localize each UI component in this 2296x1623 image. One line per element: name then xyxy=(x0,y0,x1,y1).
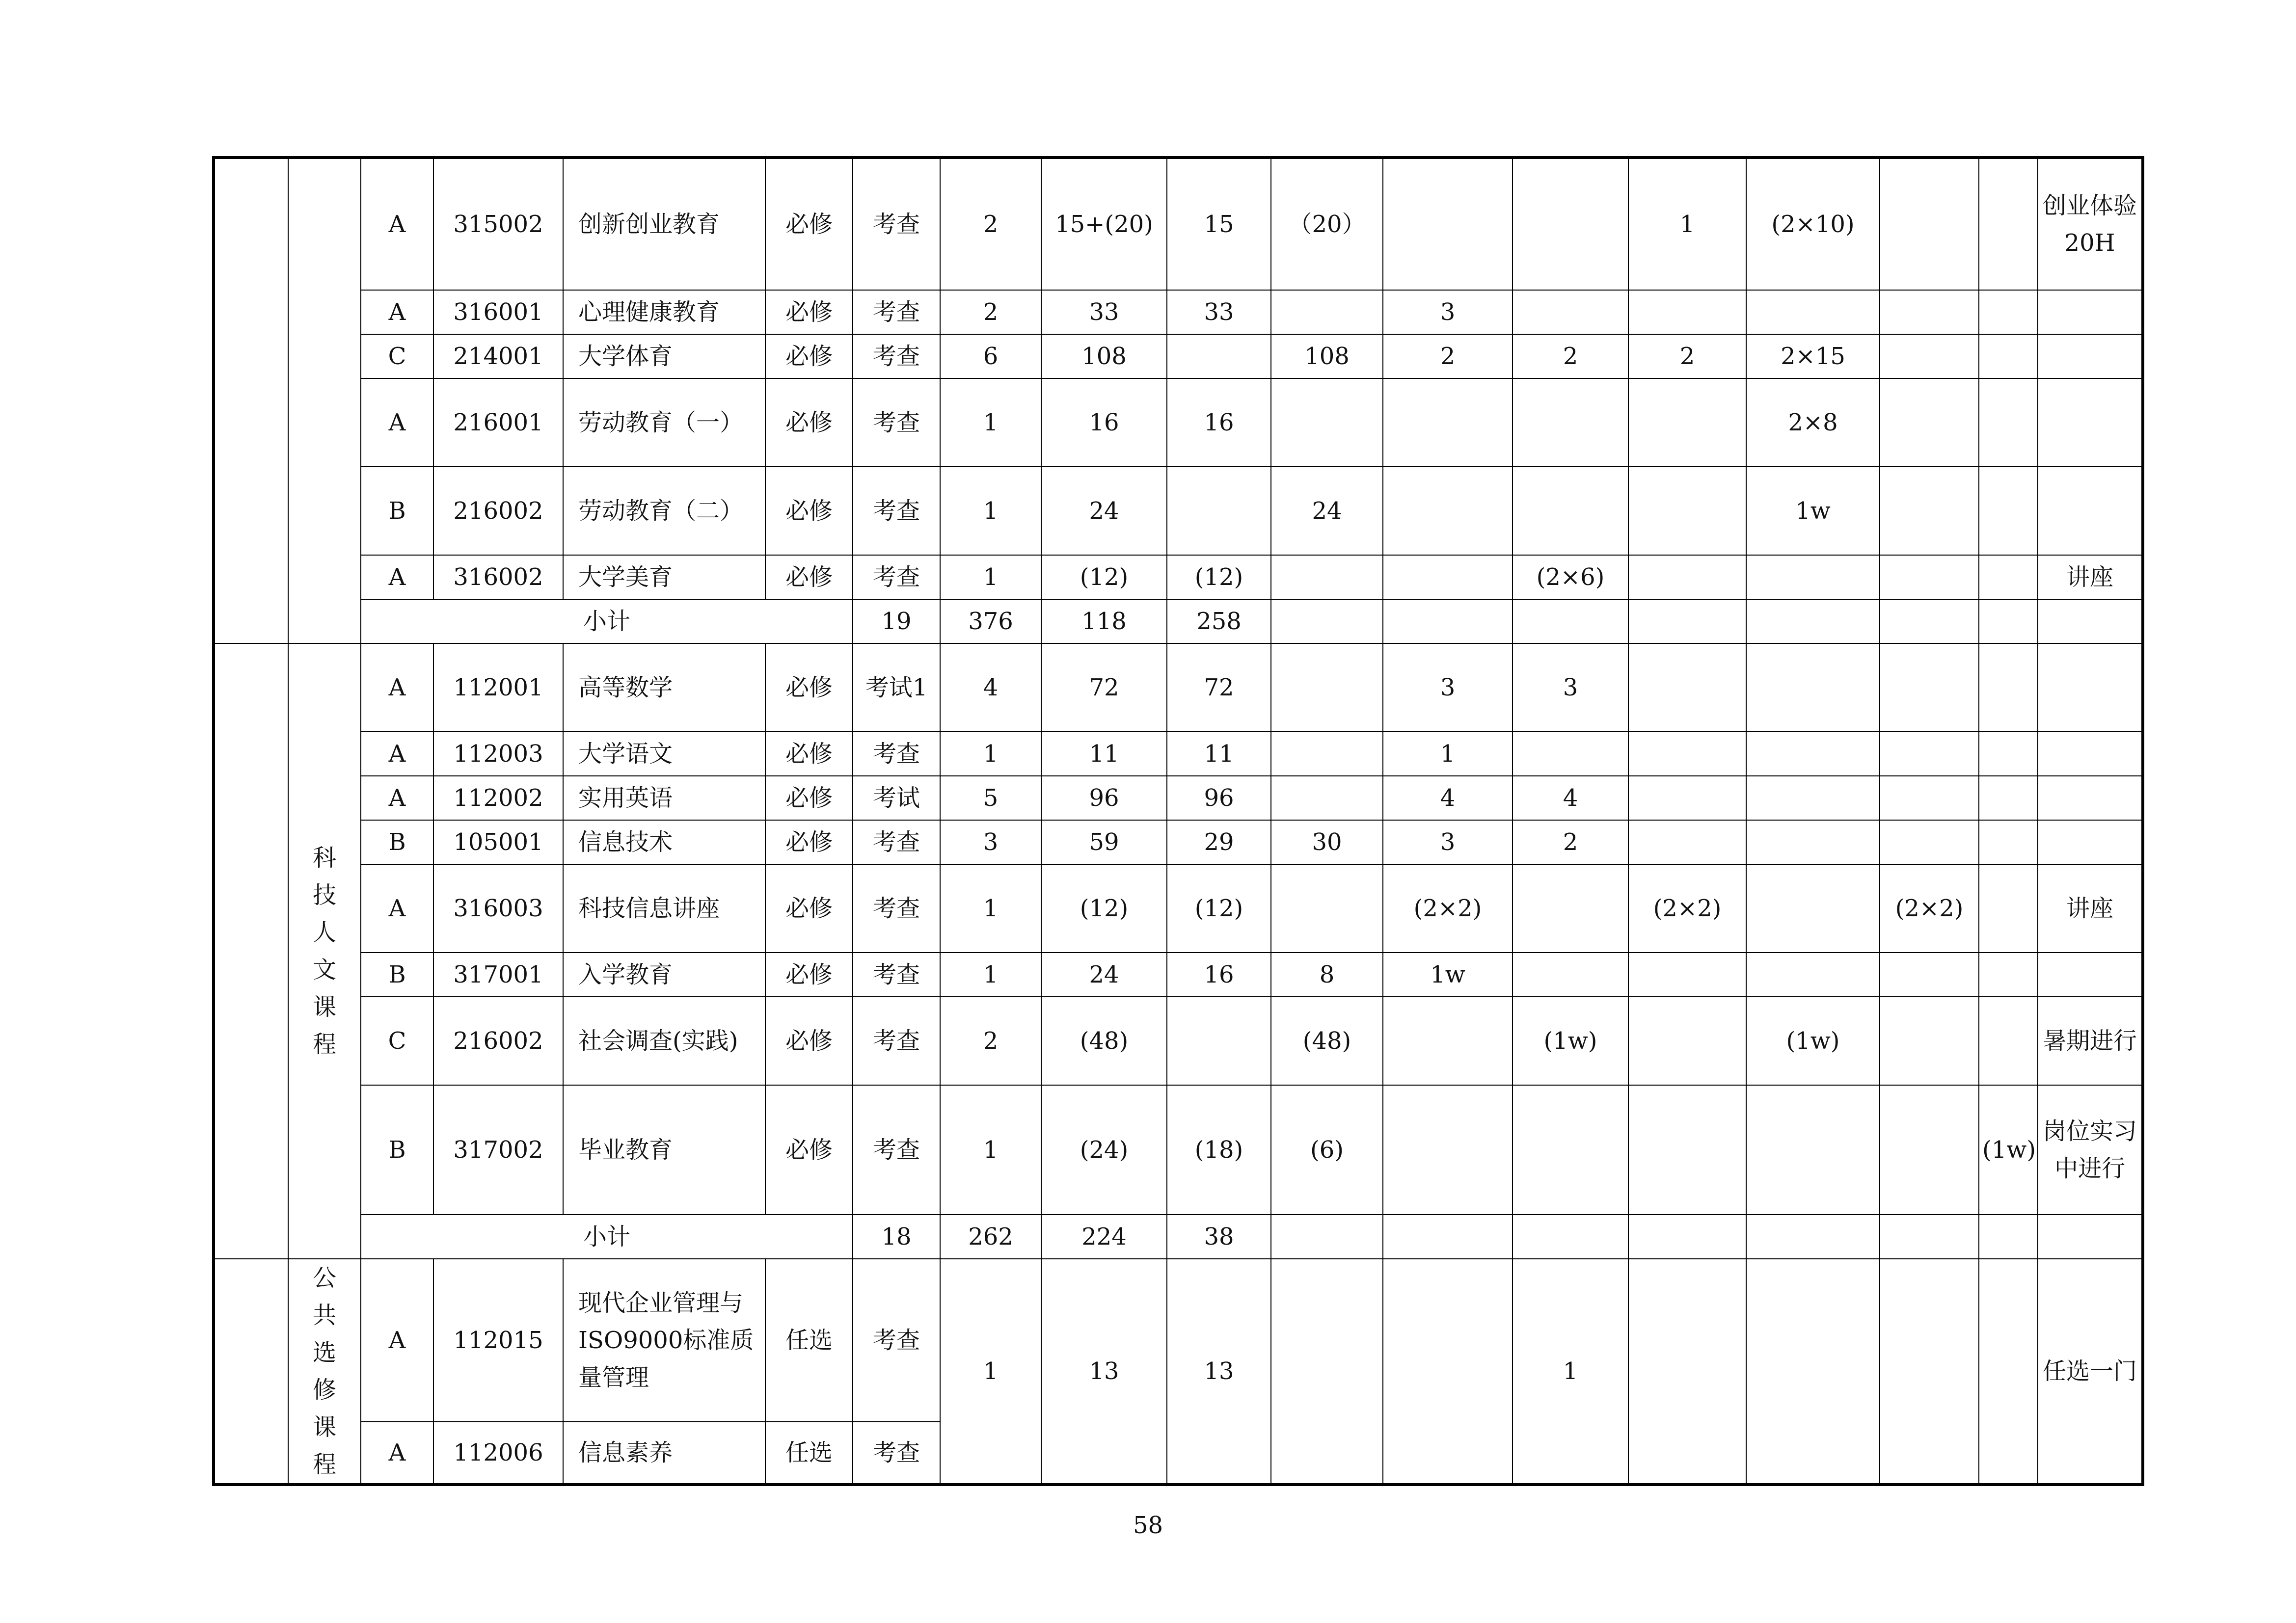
remark xyxy=(2038,643,2143,732)
theory-hours: (12) xyxy=(1167,864,1271,953)
semester-6 xyxy=(1979,776,2038,820)
empty-cell xyxy=(1513,599,1628,643)
assessment-method: 考查 xyxy=(853,467,940,555)
course-code: 112015 xyxy=(433,1259,563,1422)
course-type: B xyxy=(361,820,433,864)
empty-cell xyxy=(1383,1215,1513,1259)
course-name: 心理健康教育 xyxy=(563,290,765,334)
empty-cell xyxy=(1979,599,2038,643)
practice-hours xyxy=(1271,378,1383,467)
semester-3 xyxy=(1628,467,1746,555)
theory-hours: (18) xyxy=(1167,1085,1271,1215)
semester-4: (2×10) xyxy=(1746,158,1880,290)
semester-4 xyxy=(1746,1085,1880,1215)
table-row xyxy=(214,732,2143,776)
semester-3 xyxy=(1628,776,1746,820)
course-type: A xyxy=(361,776,433,820)
semester-4: 2×8 xyxy=(1746,378,1880,467)
table-row xyxy=(214,643,2143,732)
subtotal-credits: 19 xyxy=(853,599,940,643)
assessment-method: 考查 xyxy=(853,864,940,953)
credits: 5 xyxy=(940,776,1041,820)
credits: 2 xyxy=(940,997,1041,1085)
course-nature: 必修 xyxy=(765,290,853,334)
course-type: A xyxy=(361,643,433,732)
course-code: 316001 xyxy=(433,290,563,334)
semester-5 xyxy=(1880,776,1979,820)
subtotal-theory: 118 xyxy=(1041,599,1167,643)
remark xyxy=(2038,953,2143,997)
semester-1 xyxy=(1383,997,1513,1085)
course-type: A xyxy=(361,158,433,290)
course-nature: 必修 xyxy=(765,555,853,599)
course-type: A xyxy=(361,1422,433,1485)
semester-2 xyxy=(1513,290,1628,334)
semester-6 xyxy=(1979,1259,2038,1485)
course-type: B xyxy=(361,1085,433,1215)
assessment-method: 考查 xyxy=(853,953,940,997)
page-number: 58 xyxy=(1133,1512,1163,1539)
practice-hours: 24 xyxy=(1271,467,1383,555)
credits: 1 xyxy=(940,1085,1041,1215)
credits: 6 xyxy=(940,334,1041,378)
course-name: 毕业教育 xyxy=(563,1085,765,1215)
semester-6 xyxy=(1979,820,2038,864)
table-row xyxy=(214,820,2143,864)
semester-3 xyxy=(1628,1085,1746,1215)
credits: 1 xyxy=(940,732,1041,776)
semester-3 xyxy=(1628,643,1746,732)
total-hours: 59 xyxy=(1041,820,1167,864)
course-name: 社会调查(实践) xyxy=(563,997,765,1085)
credits: 2 xyxy=(940,290,1041,334)
semester-3 xyxy=(1628,820,1746,864)
semester-4 xyxy=(1746,776,1880,820)
semester-3 xyxy=(1628,290,1746,334)
total-hours: 15+(20) xyxy=(1041,158,1167,290)
semester-6 xyxy=(1979,290,2038,334)
practice-hours xyxy=(1271,864,1383,953)
assessment-method: 考查 xyxy=(853,997,940,1085)
course-type: C xyxy=(361,334,433,378)
semester-3 xyxy=(1628,732,1746,776)
semester-6 xyxy=(1979,158,2038,290)
subtotal-credits: 18 xyxy=(853,1215,940,1259)
total-hours: 96 xyxy=(1041,776,1167,820)
course-type: B xyxy=(361,467,433,555)
semester-5 xyxy=(1880,334,1979,378)
semester-5 xyxy=(1880,953,1979,997)
semester-4 xyxy=(1746,864,1880,953)
semester-2 xyxy=(1513,953,1628,997)
semester-6 xyxy=(1979,997,2038,1085)
subtotal-practice: 258 xyxy=(1167,599,1271,643)
theory-hours: 96 xyxy=(1167,776,1271,820)
practice-hours: 8 xyxy=(1271,953,1383,997)
semester-6 xyxy=(1979,555,2038,599)
course-code: 316003 xyxy=(433,864,563,953)
course-nature: 必修 xyxy=(765,643,853,732)
semester-4 xyxy=(1746,1259,1880,1485)
semester-2: 2 xyxy=(1513,334,1628,378)
total-hours: 13 xyxy=(1041,1259,1167,1485)
subtotal-total: 262 xyxy=(940,1215,1041,1259)
semester-1: 1 xyxy=(1383,732,1513,776)
semester-6 xyxy=(1979,732,2038,776)
credits: 1 xyxy=(940,953,1041,997)
empty-cell xyxy=(1271,599,1383,643)
remark xyxy=(2038,732,2143,776)
semester-6 xyxy=(1979,334,2038,378)
table-row xyxy=(214,158,2143,290)
empty-cell xyxy=(1880,1215,1979,1259)
semester-5 xyxy=(1880,158,1979,290)
semester-1: 2 xyxy=(1383,334,1513,378)
subtotal-label: 小计 xyxy=(361,1215,853,1259)
empty-cell xyxy=(1513,1215,1628,1259)
course-nature: 必修 xyxy=(765,1085,853,1215)
semester-1: 3 xyxy=(1383,820,1513,864)
semester-3: (2×2) xyxy=(1628,864,1746,953)
subtotal-row xyxy=(214,1215,2143,1259)
category-cell: 科 技 人 文 课 程 xyxy=(288,643,361,1259)
semester-1: (2×2) xyxy=(1383,864,1513,953)
semester-4 xyxy=(1746,953,1880,997)
course-code: 112001 xyxy=(433,643,563,732)
course-code: 216001 xyxy=(433,378,563,467)
course-nature: 必修 xyxy=(765,776,853,820)
credits: 1 xyxy=(940,1259,1041,1485)
course-code: 112003 xyxy=(433,732,563,776)
total-hours: (48) xyxy=(1041,997,1167,1085)
semester-5 xyxy=(1880,732,1979,776)
course-type: A xyxy=(361,290,433,334)
semester-1: 3 xyxy=(1383,643,1513,732)
remark xyxy=(2038,820,2143,864)
semester-4: 2×15 xyxy=(1746,334,1880,378)
course-nature: 任选 xyxy=(765,1422,853,1485)
subtotal-label: 小计 xyxy=(361,599,853,643)
assessment-method: 考查 xyxy=(853,820,940,864)
semester-6 xyxy=(1979,378,2038,467)
semester-3 xyxy=(1628,953,1746,997)
course-type: A xyxy=(361,864,433,953)
course-code: 317001 xyxy=(433,953,563,997)
semester-1 xyxy=(1383,158,1513,290)
course-code: 315002 xyxy=(433,158,563,290)
theory-hours: 72 xyxy=(1167,643,1271,732)
category-cell xyxy=(288,158,361,643)
course-name: 信息技术 xyxy=(563,820,765,864)
practice-hours xyxy=(1271,290,1383,334)
semester-3 xyxy=(1628,1259,1746,1485)
semester-4 xyxy=(1746,643,1880,732)
theory-hours: 11 xyxy=(1167,732,1271,776)
assessment-method: 考查 xyxy=(853,334,940,378)
assessment-method: 考查 xyxy=(853,732,940,776)
remark: 暑期进行 xyxy=(2038,997,2143,1085)
course-name: 信息素养 xyxy=(563,1422,765,1485)
total-hours: (24) xyxy=(1041,1085,1167,1215)
semester-5 xyxy=(1880,378,1979,467)
empty-cell xyxy=(1628,599,1746,643)
category-cell: 公 共 选 修 课 程 xyxy=(288,1259,361,1485)
semester-2: 3 xyxy=(1513,643,1628,732)
credits: 4 xyxy=(940,643,1041,732)
semester-5 xyxy=(1880,467,1979,555)
assessment-method: 考试1 xyxy=(853,643,940,732)
credits: 1 xyxy=(940,467,1041,555)
practice-hours: 30 xyxy=(1271,820,1383,864)
theory-hours xyxy=(1167,467,1271,555)
semester-3 xyxy=(1628,997,1746,1085)
blank-cell xyxy=(214,1259,288,1485)
course-type: A xyxy=(361,555,433,599)
theory-hours xyxy=(1167,334,1271,378)
remark xyxy=(2038,378,2143,467)
empty-cell xyxy=(1746,599,1880,643)
semester-5: (2×2) xyxy=(1880,864,1979,953)
semester-3: 2 xyxy=(1628,334,1746,378)
subtotal-total: 376 xyxy=(940,599,1041,643)
semester-1 xyxy=(1383,555,1513,599)
practice-hours: (6) xyxy=(1271,1085,1383,1215)
semester-4 xyxy=(1746,555,1880,599)
remark: 岗位实习中进行 xyxy=(2038,1085,2143,1215)
remark xyxy=(2038,776,2143,820)
course-table xyxy=(212,156,2144,1486)
semester-5 xyxy=(1880,1259,1979,1485)
subtotal-practice: 38 xyxy=(1167,1215,1271,1259)
semester-5 xyxy=(1880,643,1979,732)
course-type: A xyxy=(361,1259,433,1422)
course-name: 高等数学 xyxy=(563,643,765,732)
theory-hours: (12) xyxy=(1167,555,1271,599)
practice-hours: (48) xyxy=(1271,997,1383,1085)
semester-4 xyxy=(1746,732,1880,776)
table-row xyxy=(214,334,2143,378)
course-nature: 必修 xyxy=(765,158,853,290)
semester-2 xyxy=(1513,378,1628,467)
course-name: 大学美育 xyxy=(563,555,765,599)
theory-hours: 29 xyxy=(1167,820,1271,864)
semester-6: (1w) xyxy=(1979,1085,2038,1215)
semester-1 xyxy=(1383,378,1513,467)
total-hours: 11 xyxy=(1041,732,1167,776)
total-hours: 33 xyxy=(1041,290,1167,334)
semester-2: (2×6) xyxy=(1513,555,1628,599)
course-name: 大学体育 xyxy=(563,334,765,378)
semester-5 xyxy=(1880,1085,1979,1215)
blank-cell xyxy=(214,643,288,1259)
course-name: 实用英语 xyxy=(563,776,765,820)
subtotal-theory: 224 xyxy=(1041,1215,1167,1259)
blank-cell xyxy=(214,158,288,643)
semester-2 xyxy=(1513,158,1628,290)
table-row xyxy=(214,378,2143,467)
empty-cell xyxy=(1271,1215,1383,1259)
subtotal-row xyxy=(214,599,2143,643)
semester-6 xyxy=(1979,864,2038,953)
empty-cell xyxy=(1383,599,1513,643)
semester-3 xyxy=(1628,555,1746,599)
course-type: A xyxy=(361,378,433,467)
table-row xyxy=(214,864,2143,953)
course-name: 劳动教育（一） xyxy=(563,378,765,467)
course-name: 创新创业教育 xyxy=(563,158,765,290)
semester-6 xyxy=(1979,643,2038,732)
semester-2: 2 xyxy=(1513,820,1628,864)
credits: 3 xyxy=(940,820,1041,864)
theory-hours: 13 xyxy=(1167,1259,1271,1485)
semester-2: 4 xyxy=(1513,776,1628,820)
credits: 1 xyxy=(940,378,1041,467)
assessment-method: 考试 xyxy=(853,776,940,820)
assessment-method: 考查 xyxy=(853,158,940,290)
total-hours: 108 xyxy=(1041,334,1167,378)
course-code: 317002 xyxy=(433,1085,563,1215)
semester-1: 3 xyxy=(1383,290,1513,334)
practice-hours xyxy=(1271,1259,1383,1485)
course-nature: 必修 xyxy=(765,334,853,378)
table-row xyxy=(214,1259,2143,1422)
semester-5 xyxy=(1880,555,1979,599)
credits: 2 xyxy=(940,158,1041,290)
theory-hours: 15 xyxy=(1167,158,1271,290)
theory-hours: 16 xyxy=(1167,378,1271,467)
course-type: C xyxy=(361,997,433,1085)
semester-4 xyxy=(1746,290,1880,334)
course-code: 112002 xyxy=(433,776,563,820)
total-hours: 72 xyxy=(1041,643,1167,732)
course-name: 科技信息讲座 xyxy=(563,864,765,953)
course-nature: 必修 xyxy=(765,820,853,864)
remark: 讲座 xyxy=(2038,864,2143,953)
theory-hours: 16 xyxy=(1167,953,1271,997)
course-name: 劳动教育（二） xyxy=(563,467,765,555)
practice-hours: （20） xyxy=(1271,158,1383,290)
assessment-method: 考查 xyxy=(853,1422,940,1485)
semester-5 xyxy=(1880,820,1979,864)
semester-2: 1 xyxy=(1513,1259,1628,1485)
theory-hours: 33 xyxy=(1167,290,1271,334)
assessment-method: 考查 xyxy=(853,1259,940,1422)
semester-2 xyxy=(1513,864,1628,953)
table-row xyxy=(214,555,2143,599)
course-code: 316002 xyxy=(433,555,563,599)
remark: 任选一门 xyxy=(2038,1259,2143,1485)
empty-cell xyxy=(1979,1215,2038,1259)
table-row xyxy=(214,467,2143,555)
semester-3 xyxy=(1628,378,1746,467)
course-name: 大学语文 xyxy=(563,732,765,776)
practice-hours xyxy=(1271,643,1383,732)
remark xyxy=(2038,290,2143,334)
assessment-method: 考查 xyxy=(853,290,940,334)
total-hours: 24 xyxy=(1041,953,1167,997)
semester-2: (1w) xyxy=(1513,997,1628,1085)
remark xyxy=(2038,467,2143,555)
semester-1: 4 xyxy=(1383,776,1513,820)
remark: 讲座 xyxy=(2038,555,2143,599)
practice-hours xyxy=(1271,776,1383,820)
total-hours: 16 xyxy=(1041,378,1167,467)
course-type: A xyxy=(361,732,433,776)
course-nature: 任选 xyxy=(765,1259,853,1422)
empty-cell xyxy=(1880,599,1979,643)
table-row xyxy=(214,1085,2143,1215)
semester-4 xyxy=(1746,820,1880,864)
semester-2 xyxy=(1513,467,1628,555)
semester-6 xyxy=(1979,467,2038,555)
course-type: B xyxy=(361,953,433,997)
table-row xyxy=(214,776,2143,820)
course-code: 214001 xyxy=(433,334,563,378)
semester-3: 1 xyxy=(1628,158,1746,290)
remark: 创业体验20H xyxy=(2038,158,2143,290)
total-hours: 24 xyxy=(1041,467,1167,555)
practice-hours: 108 xyxy=(1271,334,1383,378)
course-code: 216002 xyxy=(433,467,563,555)
semester-1 xyxy=(1383,467,1513,555)
credits: 1 xyxy=(940,864,1041,953)
course-nature: 必修 xyxy=(765,732,853,776)
semester-1 xyxy=(1383,1085,1513,1215)
semester-1 xyxy=(1383,1259,1513,1485)
course-nature: 必修 xyxy=(765,864,853,953)
semester-5 xyxy=(1880,997,1979,1085)
course-nature: 必修 xyxy=(765,953,853,997)
assessment-method: 考查 xyxy=(853,378,940,467)
semester-5 xyxy=(1880,290,1979,334)
semester-6 xyxy=(1979,953,2038,997)
course-nature: 必修 xyxy=(765,467,853,555)
semester-1: 1w xyxy=(1383,953,1513,997)
empty-cell xyxy=(1746,1215,1880,1259)
semester-4: 1w xyxy=(1746,467,1880,555)
semester-2 xyxy=(1513,1085,1628,1215)
credits: 1 xyxy=(940,555,1041,599)
total-hours: (12) xyxy=(1041,555,1167,599)
assessment-method: 考查 xyxy=(853,555,940,599)
total-hours: (12) xyxy=(1041,864,1167,953)
course-code: 216002 xyxy=(433,997,563,1085)
empty-cell xyxy=(1628,1215,1746,1259)
course-code: 112006 xyxy=(433,1422,563,1485)
table-row xyxy=(214,997,2143,1085)
course-name: 现代企业管理与ISO9000标准质量管理 xyxy=(563,1259,765,1422)
table-row xyxy=(214,290,2143,334)
semester-2 xyxy=(1513,732,1628,776)
semester-4: (1w) xyxy=(1746,997,1880,1085)
theory-hours xyxy=(1167,997,1271,1085)
table-row xyxy=(214,953,2143,997)
course-code: 105001 xyxy=(433,820,563,864)
course-nature: 必修 xyxy=(765,997,853,1085)
course-name: 入学教育 xyxy=(563,953,765,997)
course-nature: 必修 xyxy=(765,378,853,467)
remark xyxy=(2038,334,2143,378)
practice-hours xyxy=(1271,732,1383,776)
assessment-method: 考查 xyxy=(853,1085,940,1215)
practice-hours xyxy=(1271,555,1383,599)
